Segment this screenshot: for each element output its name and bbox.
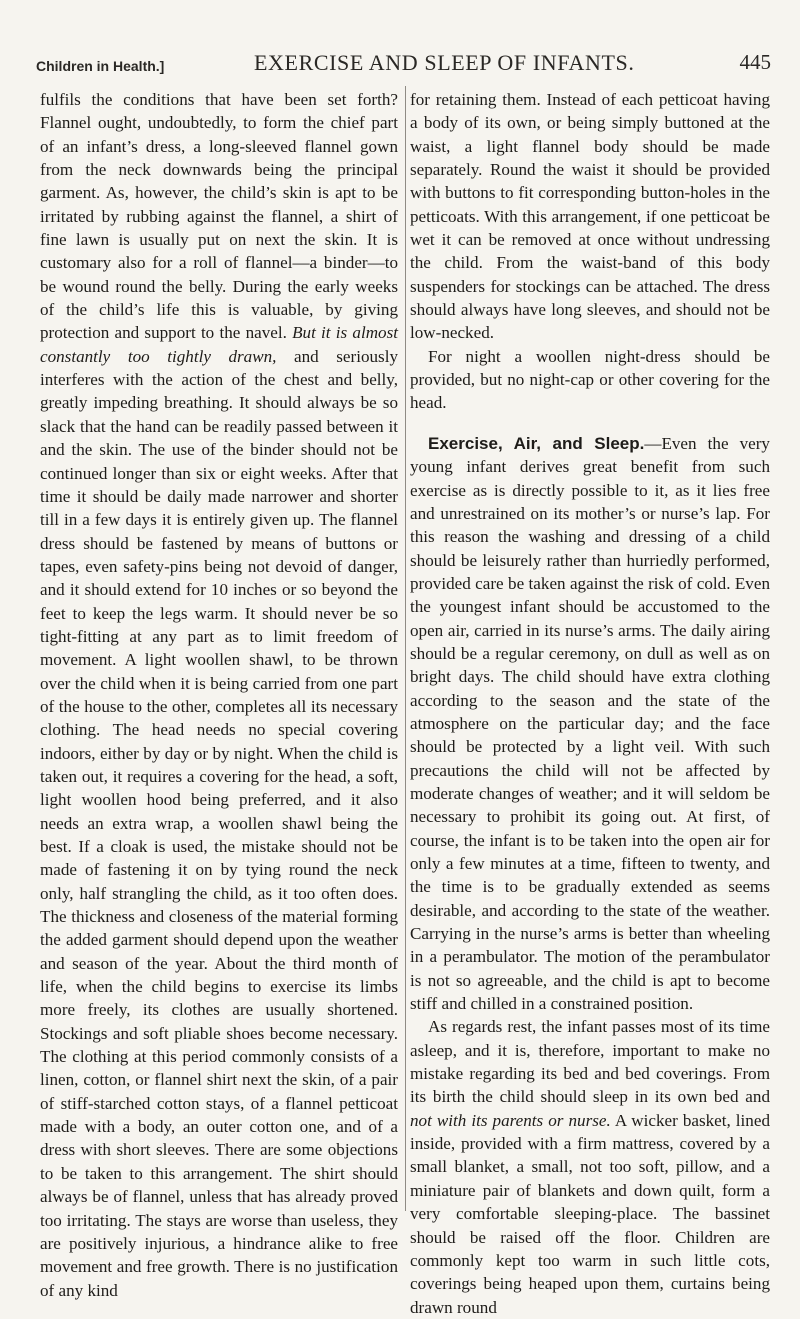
page-title: EXERCISE AND SLEEP OF INFANTS. [254,50,635,75]
text-segment: A wicker basket, lined inside, provided with a firm mattress, covered by a small blanket, a small, not too soft, pillow, and a miniature pair of blankets and down quilt, form a very comfortable sleeping-place. The bassinet should be raised off the floor. Children are commonly kept too warm in such little cots, coverings being heaped upon them, curtains being drawn round [410,1110,770,1317]
page-header [36,44,771,84]
right-column [410,88,770,1319]
left-column [40,88,398,1302]
column-divider [405,86,406,1211]
paragraph-petticoat: for retaining them. Instead of each petticoat having a body of its own, or being simply buttoned at the waist, a light flannel body should be made separately. Round the waist it should be provided with buttons to fit corresponding button-holes in the petticoats. With this arrangement, if one petticoat be wet it can be removed at once without undressing the child. From the waist-band of this body suspenders for stockings can be attached. The dress should always have long sleeves, and should not be low-necked. [410,90,770,343]
text-segment: —Even the very young infant derives great benefit from such exercise as is directly possible to it, as it lies free and unrestrained on its mother’s or nurse’s lap. For this reason the washing and dressing of a child should be leisurely rather than hurriedly performed, provided care be taken against the risk of cold. Even the youngest infant should be accustomed to the open air, carried in its nurse’s arms. The daily airing should be a regular ceremony, on dull as well as on bright days. The child should have extra clothing according to the season and the state of the atmosphere on the particular day; and the face should be protected by a light veil. With such precautions the child will not be affected by moderate changes of weather; and it will seldom be necessary to prohibit its going out. At first, of course, the infant is to be taken into the open air for only a few minutes at a time, fifteen to twenty, and the time is to be gradually extended as seems desirable, and according to the state of the weather. Carrying in the nurse’s arms is better than wheeling in a perambulator. The motion of the perambulator is not so agreeable, and the child is apt to become stiff and chilled in a constrained position. [410,433,770,1014]
emphasis-text: But it is almost constantly too tightly drawn, [40,323,398,366]
paragraph-clothing [40,88,398,1302]
section-heading: Exercise, Air, and Sleep. [428,433,645,453]
paragraph-rest [410,1015,770,1318]
page-number: 445 [739,50,771,74]
running-head: Children in Health.] [36,58,165,74]
text-segment: and seriously interferes with the action of the chest and belly, greatly impeding breathing. It should always be so slack that the hand can be readily passed between it and the skin. The use of the binder should not be continued longer than six or eight weeks. After that time it should be daily made narrower and shorter till in a few days it is entirely given up. The flannel dress should be fastened by means of buttons or tapes, even safety-pins being not devoid of danger, and it should extend for 10 inches or so beyond the feet to keep the legs warm. It should never be so tight-fitting at any part as to limit freedom of movement. A light woollen shawl, to be thrown over the child when it is being carried from one part of the house to the other, completes all its necessary clothing. The head needs no special covering indoors, either by day or by night. When the child is taken out, it requires a covering for the head, a soft, light woollen hood being preferred, and it also needs an extra wrap, a woollen shawl being the best. If a cloak is used, the mistake should not be made of fastening it on by tying round the neck only, half strangling the child, as it too often does. The thickness and closeness of the material forming the added garment should depend upon the weather and season of the year. About the third month of life, when the child begins to exercise its limbs more freely, its clothes are usually shortened. Stockings and soft pliable shoes become necessary. The clothing at this period commonly consists of a linen, cotton, or flannel shirt next the skin, of a pair of stiff-starched cotton stays, of a flannel petticoat made with a body, an outer cotton one, and of a dress with short sleeves. There are some objections to be taken to this arrangement. The shirt should always be of flannel, unless that has already proved too irritating. The stays are worse than useless, they are positively injurious, a hindrance alike to free movement and free growth. There is no justification of any kind [40,346,398,1300]
text-segment: As regards rest, the infant passes most of its time asleep, and it is, therefore, important to make no mistake regarding its bed and bed coverings. From its birth the child should sleep in its own bed and [410,1017,770,1107]
paragraph-night-dress: For night a woollen night-dress should be provided, but no night-cap or other covering for the head. [410,346,770,413]
paragraph-exercise [410,432,770,1016]
emphasis-text: not with its parents or nurse. [410,1110,611,1130]
text-segment: fulfils the conditions that have been set forth? Flannel ought, undoubtedly, to form the chief part of an infant’s dress, a long-sleeved flannel gown from the neck downwards being the principal garment. As, however, the child’s skin is apt to be irritated by rubbing against the flannel, a shirt of fine lawn is usually put on next the skin. It is customary also for a roll of flannel—a binder—to be wound round the belly. During the early weeks of the child’s life this is valuable, by giving protection and support to the navel. [40,90,398,343]
